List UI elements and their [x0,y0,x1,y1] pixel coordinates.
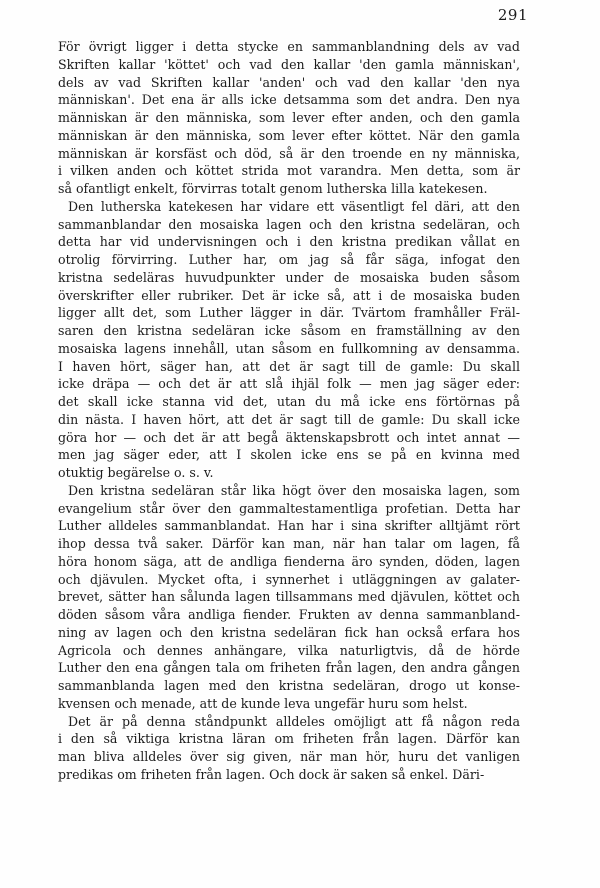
text-line: Det är på denna ståndpunkt alldeles omöjligt att få någon reda [68,713,520,729]
text-line: höra honom säga, att de andliga fienderna äro synden, döden, lagen [58,553,520,569]
text-line: människan är korsfäst och död, så är den troende en ny människa, [58,145,520,161]
text-line: evangelium står över den gammaltestamentliga profetian. Detta har [58,500,520,516]
text-line: Agricola och dennes anhängare, vilka naturligtvis, då de hörde [58,642,520,658]
text-line: i den så viktiga kristna läran om friheten från lagen. Därför kan [58,731,520,747]
text-line: ning av lagen och den kristna sedeläran fick han också erfara hos [58,624,520,640]
text-line: För övrigt ligger i detta stycke en sammanblandning dels av vad [58,39,520,54]
text-line: överskrifter eller rubriker. Det är icke så, att i de mosaiska buden [58,287,520,303]
text-line: mosaiska lagens innehåll, utan såsom en fullkomning av densamma. [58,340,520,356]
text-line: icke dräpa — och det är att slå ihjäl folk — men jag säger eder: [58,376,520,392]
text-line: människan'. Det ena är alls icke detsamma som det andra. Den nya [58,92,520,108]
paragraph [58,38,520,198]
page-number: 291 [497,6,528,24]
text-line: saren den kristna sedeläran icke såsom en framställning av den [58,323,520,338]
text-line: man bliva alldeles över sig given, när man hör, huru det vanligen [58,749,520,764]
text-line: I haven hört, säger han, att det är sagt till de gamle: Du skall [58,358,520,374]
text-line: Den lutherska katekesen har vidare ett väsentligt fel däri, att den [68,198,520,214]
text-line: predikas om friheten från lagen. Och dock är saken så enkel. Däri- [58,766,485,782]
text-line: Luther alldeles sammanblandat. Han har i sina skrifter alltjämt rört [58,518,520,534]
text-line: kvensen och menade, att de kunde leva ungefär huru som helst. [58,695,468,711]
text-line: ihop dessa två saker. Därför kan man, när han talar om lagen, få [58,536,520,551]
paragraph [58,198,520,482]
text-line: kristna sedeläras huvudpunkter under de mosaiska buden såsom [58,269,520,285]
text-line: dels av vad Skriften kallar 'anden' och vad den kallar 'den nya [58,74,520,90]
text-line: så ofantligt enkelt, förvirras totalt genom lutherska lilla katekesen. [58,181,488,196]
text-line: brevet, sätter han sålunda lagen tillsammans med djävulen, köttet och [58,589,520,605]
text-line: människan är den människa, som lever efter anden, och den gamla [58,110,520,125]
text-line: otrolig förvirring. Luther har, om jag så får säga, infogat den [58,252,520,267]
text-line: ligger allt det, som Luther lägger in där. Tvärtom framhåller Fräl- [58,305,520,321]
text-line: Den kristna sedeläran står lika högt över den mosaiska lagen, som [68,482,520,498]
text-line: Skriften kallar 'köttet' och vad den kallar 'den gamla människan', [58,56,520,72]
text-line: göra hor — och det är att begå äktenskapsbrott och intet annat — [58,429,520,445]
text-line: och djävulen. Mycket ofta, i synnerhet i utläggningen av galater- [58,571,520,587]
text-line: sammanblanda lagen med den kristna sedeläran, drogo ut konse- [58,678,520,693]
text-line: sammanblandar den mosaiska lagen och den kristna sedeläran, och [58,216,520,232]
text-line: din nästa. I haven hört, att det är sagt till de gamle: Du skall icke [58,411,520,427]
text-line: i vilken anden och köttet strida mot varandra. Men detta, som är [58,163,520,179]
text-line: det skall icke stanna vid det, utan du må icke ens förtörnas på [58,394,520,409]
text-line: människan är den människa, som lever efter köttet. När den gamla [58,127,520,143]
paragraph [58,713,520,784]
text-line: men jag säger eder, att I skolen icke ens se på en kvinna med [58,447,520,463]
text-line: döden såsom våra andliga fiender. Frukten av denna sammanbland- [58,607,520,622]
body-text [58,38,520,784]
text-line: detta har vid undervisningen och i den kristna predikan vållat en [58,234,520,250]
paragraph [58,482,520,713]
text-line: Luther den ena gången tala om friheten från lagen, den andra gången [58,660,520,676]
text-line: otuktig begärelse o. s. v. [58,465,214,480]
